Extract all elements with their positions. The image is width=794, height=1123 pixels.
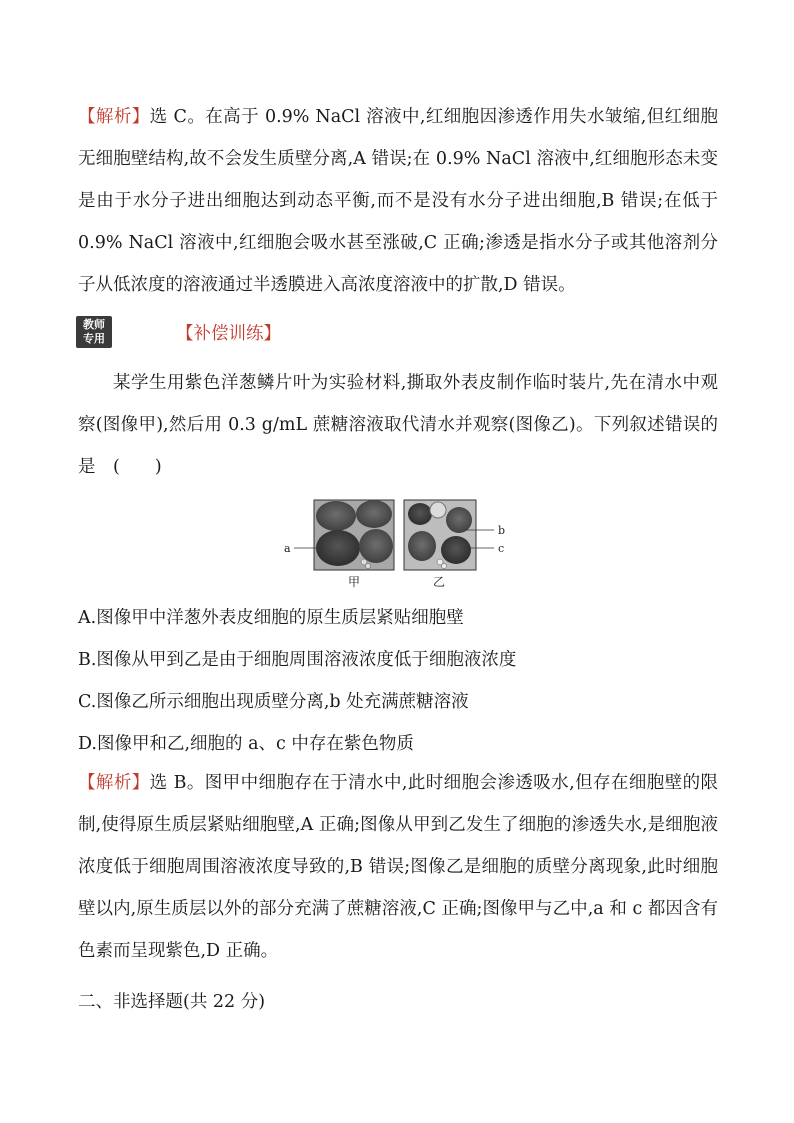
question-stem: 某学生用紫色洋葱鳞片叶为实验材料,撕取外表皮制作临时装片,先在清水中观察(图像甲),然后用 0.3 g/mL 蔗糖溶液取代清水并观察(图像乙)。下列叙述错误的是 ( ) — [78, 373, 718, 477]
micrograph-jia — [314, 500, 394, 570]
analysis-paragraph-2 — [78, 762, 718, 972]
analysis-text-2: 选 B。图甲中细胞存在于清水中,此时细胞会渗透吸水,但存在细胞壁的限制,使得原生质层紧贴细胞壁,A 正确;图像从甲到乙发生了细胞的渗透失水,是细胞液浓度低于细胞周围溶液浓度导致的,B 错误;图像乙是细胞的质壁分离现象,此时细胞壁以内,原生质层以外的部分充满了蔗糖溶液,C 正确;图像甲与乙中,a 和 c 都因含有色素而呈现紫色,D 正确。 — [78, 773, 719, 961]
compensation-training-title: 【补偿训练】 — [176, 324, 281, 344]
label-a: a — [284, 542, 291, 555]
badge-line-2: 专用 — [83, 332, 105, 345]
cell-micrograph-figure — [280, 496, 520, 592]
analysis-tag: 【解析】 — [78, 107, 150, 127]
label-yi: 乙 — [433, 575, 446, 589]
label-c: c — [498, 542, 505, 555]
label-jia: 甲 — [348, 575, 361, 589]
section-title-nonchoice: 二、非选择题(共 22 分) — [78, 992, 266, 1012]
teacher-only-badge — [76, 316, 112, 348]
analysis-paragraph-1 — [78, 96, 718, 306]
analysis-tag-2: 【解析】 — [78, 773, 150, 793]
option-b: B.图像从甲到乙是由于细胞周围溶液浓度低于细胞液浓度 — [78, 650, 517, 670]
badge-line-1: 教师 — [83, 318, 105, 331]
option-c: C.图像乙所示细胞出现质壁分离,b 处充满蔗糖溶液 — [78, 692, 469, 712]
micrograph-yi — [404, 500, 476, 570]
option-d: D.图像甲和乙,细胞的 a、c 中存在紫色物质 — [78, 734, 414, 754]
option-a: A.图像甲中洋葱外表皮细胞的原生质层紧贴细胞壁 — [78, 608, 464, 628]
analysis-text: 选 C。在高于 0.9% NaCl 溶液中,红细胞因渗透作用失水皱缩,但红细胞无细胞壁结构,故不会发生质壁分离,A 错误;在 0.9% NaCl 溶液中,红细胞形态未变是由于水分子进出细胞达到动态平衡,而不是没有水分子进出细胞,B 错误;在低于 0.9% NaCl 溶液中,红细胞会吸水甚至涨破,C 正确;渗透是指水分子或其他溶剂分子从低浓度的溶液通过半透膜进入高浓度溶液中的扩散,D 错误。 — [78, 107, 718, 295]
label-b: b — [498, 524, 506, 537]
